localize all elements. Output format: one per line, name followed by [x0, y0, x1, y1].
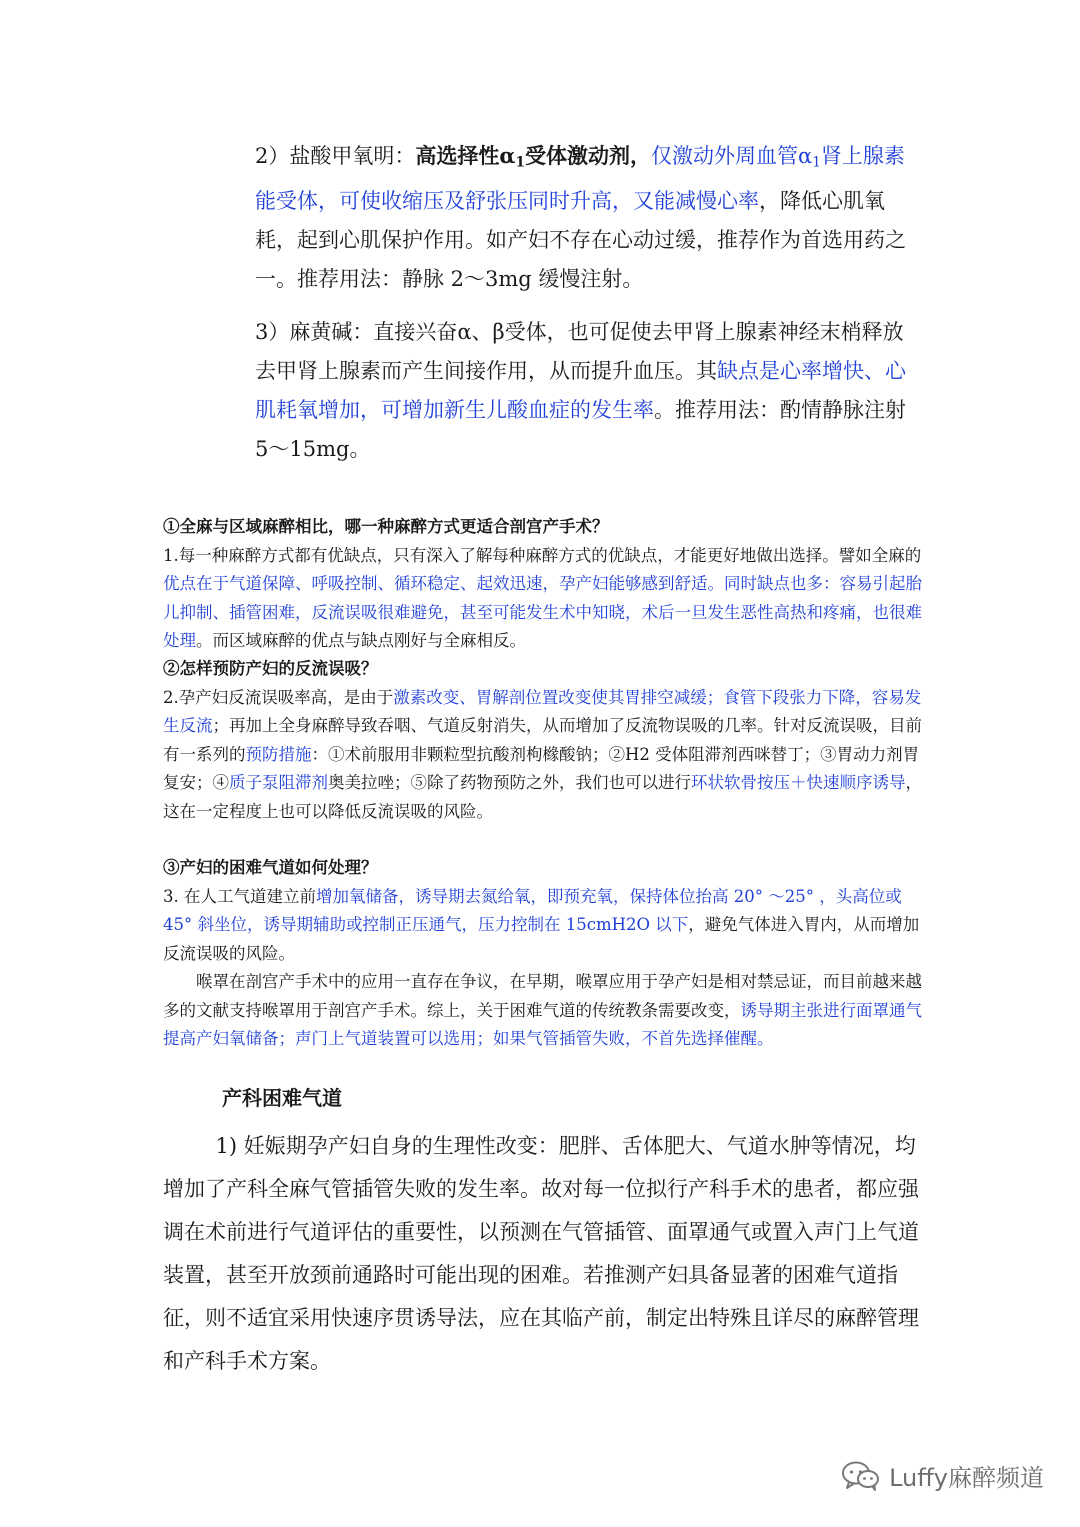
question-heading-1: ①全麻与区域麻醉相比，哪一种麻醉方式更适合剖宫产手术？	[163, 517, 609, 536]
paragraph-methoxamine	[255, 136, 920, 299]
question-heading-2: ②怎样预防产妇的反流误吸？	[163, 659, 378, 678]
answer-2-part-g: 奥美拉唑；⑤除了药物预防之外，我们也可以进行	[328, 773, 691, 792]
answer-2-part-c: ；再加上全身麻醉导致吞咽、气道反射消失，从而增加了反流物误吸的几率。针对反流误吸，目前有一系列的	[163, 716, 922, 764]
qa-block-1	[163, 513, 923, 656]
answer-3-p2-text: 喉罩在剖宫产手术中的应用一直存在争议，在早期，喉罩应用于孕产妇是相对禁忌证，而目前越来越多的文献支持喉罩用于剖宫产手术。综上，关于困难气道的传统教条需要改变，	[163, 972, 922, 1020]
watermark-text: Luffy麻醉频道	[889, 1464, 1044, 1492]
answer-2-part-e: ：①术前服用非颗粒型抗酸剂枸橼酸钠；②H2 受体阻滞剂西咪替丁；③胃动力剂胃复安；④	[163, 744, 920, 792]
methoxamine-selectivity: 高选择性$\alpha_1$受体激动剂，	[415, 143, 652, 171]
answer-2-part-a: 2.孕产妇反流误吸率高，是由于	[163, 687, 394, 707]
answer-2	[163, 684, 923, 827]
answer-2-highlight-cricoid: 环状软骨按压＋快速顺序诱导	[691, 773, 906, 792]
answer-3-p2-highlight: 诱导期主张进行面罩通气提高产妇氧储备；声门上气道装置可以选用；如果气管插管失败，不首先选择催醒。	[163, 1000, 922, 1048]
ephedrine-usage: 。推荐用法：酌情静脉注射 5～15mg。	[255, 398, 906, 461]
paragraph-ephedrine	[255, 313, 920, 469]
answer-1-part-a: 1.每一种麻醉方式都有优缺点，只有深入了解每种麻醉方式的优缺点，才能更好地做出选择。譬如全麻的	[163, 545, 922, 565]
ephedrine-lead: 3）麻黄碱：直接兴奋α、β受体，也可促使去甲肾上腺素神经末梢释放去甲肾上腺素而产生间接作用，从而提升血压。其	[255, 320, 904, 383]
section-title: 产科困难气道	[222, 1086, 342, 1110]
answer-2-highlight-causes: 激素改变、胃解剖位置改变使其胃排空减缓；食管下段张力下降，容易发生反流	[163, 687, 922, 735]
answer-3-part-c: ，避免气体进入胃内，从而增加反流误吸的风险。	[163, 915, 920, 963]
section-paragraph: 1) 妊娠期孕产妇自身的生理性改变：肥胖、舌体肥大、气道水肿等情况，均增加了产科全麻气管插管失败的发生率。故对每一位拟行产科手术的患者，都应强调在术前进行气道评估的重要性，以预测在气管插管、面罩通气或置入声门上气道装置，甚至开放颈前通路时可能出现的困难。若推测产妇具备显著的困难气道指征，则不适宜采用快速序贯诱导法，应在其临产前，制定出特殊且详尽的麻醉管理和产科手术方案。	[163, 1134, 919, 1373]
methoxamine-mechanism: 仅激动外周血管$\alpha_1$肾上腺素能受体，可使收缩压及舒张压同时升高，又能减慢心率	[255, 144, 905, 214]
answer-3-paragraph-2	[163, 968, 923, 1054]
wechat-icon	[841, 1460, 881, 1492]
question-heading-3: ③产妇的困难气道如何处理？	[163, 858, 378, 877]
answer-3-part-a: 3. 在人工气道建立前	[163, 886, 316, 906]
watermark	[841, 1458, 1044, 1493]
answer-1-part-c: 。而区域麻醉的优点与缺点刚好与全麻相反。	[196, 631, 526, 650]
answer-2-highlight-prevention: 预防措施	[245, 744, 312, 764]
ephedrine-drawbacks: 缺点是心率增快、心肌耗氧增加，可增加新生儿酸血症的发生率	[255, 359, 906, 422]
qa-block-3	[163, 854, 923, 1054]
qa-block-2	[163, 655, 923, 826]
answer-3-highlight: 增加氧储备，诱导期去氮给氧，即预充氧，保持体位抬高 20° ～25° ，头高位或 45° 斜坐位，诱导期辅助或控制正压通气，压力控制在 15cmH2O 以下	[163, 886, 902, 934]
answer-1-highlight: 优点在于气道保障、呼吸控制、循环稳定、起效迅速，孕产妇能够感到舒适。同时缺点也多：容易引起胎儿抑制、插管困难，反流误吸很难避免，甚至可能发生术中知晓，术后一旦发生恶性高热和疼痛，也很难处理	[163, 574, 922, 650]
answer-1	[163, 542, 923, 656]
answer-2-highlight-ppi: 质子泵阻滞剂	[229, 773, 328, 792]
answer-3	[163, 883, 923, 969]
answer-2-part-i: ，这在一定程度上也可以降低反流误吸的风险。	[163, 773, 922, 821]
methoxamine-lead: 2）盐酸甲氧明：	[255, 144, 416, 168]
methoxamine-usage: ，降低心肌氧耗，起到心肌保护作用。如产妇不存在心动过缓，推荐作为首选用药之一。推荐用法：静脉 2～3mg 缓慢注射。	[255, 189, 906, 292]
